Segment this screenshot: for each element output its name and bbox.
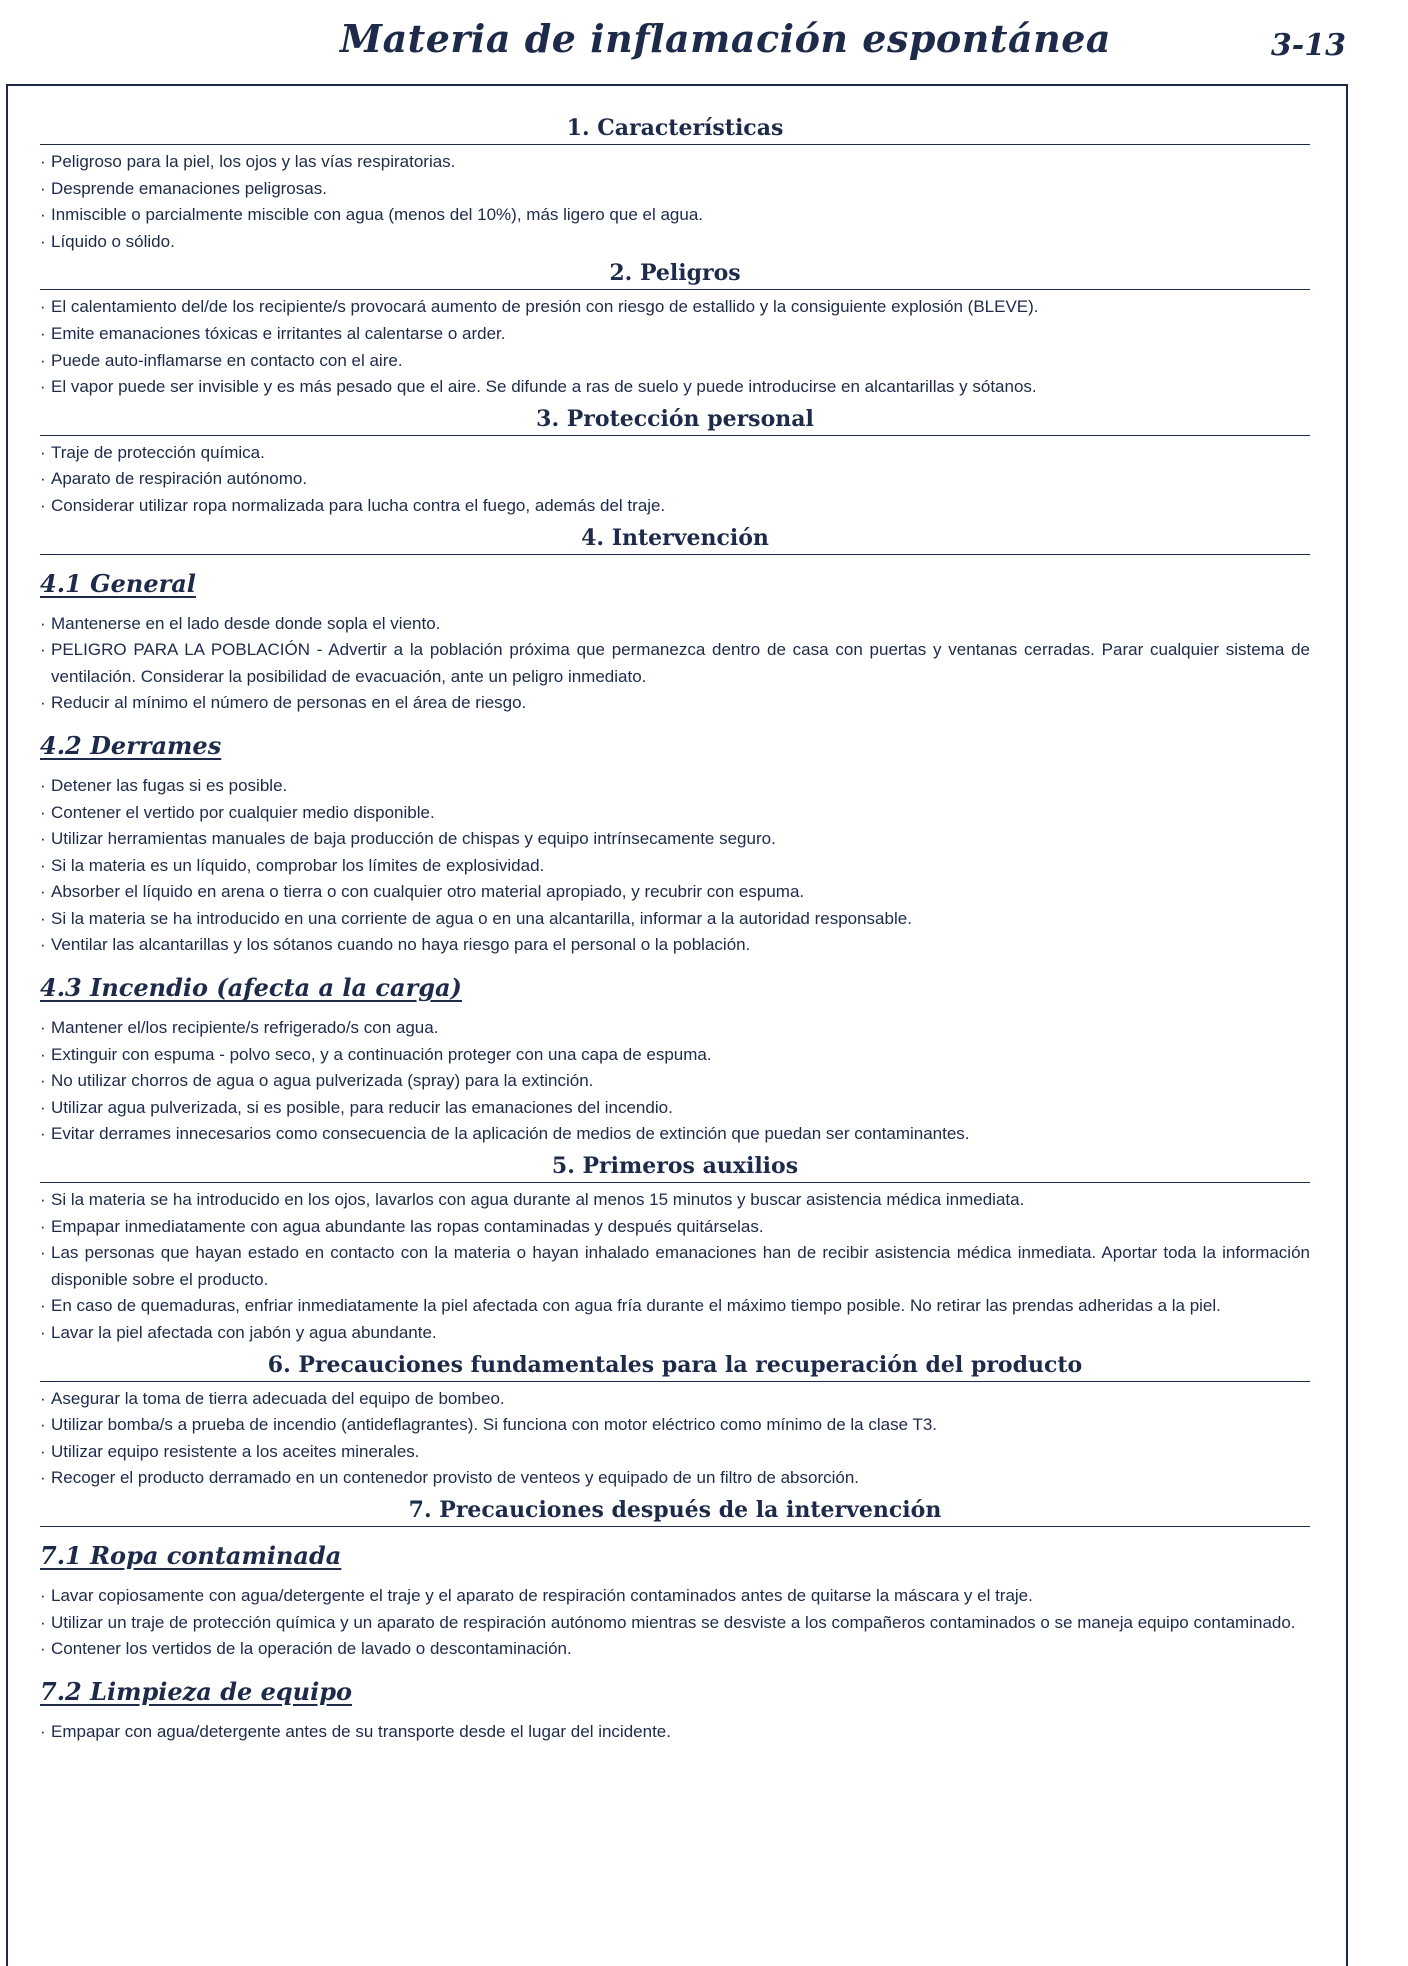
list-item: · Utilizar un traje de protección química y un aparato de respiración autónomo mientras se desviste a los compañeros contaminados o se maneja equipo contaminado. [40, 1610, 1310, 1637]
list-item: · PELIGRO PARA LA POBLACIÓN - Advertir a la población próxima que permanezca dentro de casa con puertas y ventanas cerradas. Parar cualquier sistema de ventilación. Considerar la posibilidad de evacuación, ante un peligro inmediato. [40, 637, 1310, 690]
list-item: · Utilizar agua pulverizada, si es posible, para reducir las emanaciones del incendio. [40, 1095, 1310, 1122]
list-item: · Extinguir con espuma - polvo seco, y a continuación proteger con una capa de espuma. [40, 1042, 1310, 1069]
bullet-list [40, 1015, 1310, 1148]
section-7 [40, 1494, 1310, 1745]
bullet-list [40, 1719, 1310, 1746]
list-item: · Evitar derrames innecesarios como consecuencia de la aplicación de medios de extinción que puedan ser contaminantes. [40, 1121, 1310, 1148]
bullet-list [40, 294, 1310, 400]
list-item: · Lavar copiosamente con agua/detergente el traje y el aparato de respiración contaminados antes de quitarse la máscara y el traje. [40, 1583, 1310, 1610]
page-header [0, 0, 1408, 76]
list-item: · Si la materia se ha introducido en los ojos, lavarlos con agua durante al menos 15 minutos y buscar asistencia médica inmediata. [40, 1187, 1310, 1214]
list-item: · Utilizar herramientas manuales de baja producción de chispas y equipo intrínsecamente seguro. [40, 826, 1310, 853]
list-item: · Lavar la piel afectada con jabón y agua abundante. [40, 1320, 1310, 1347]
subsection-title: 4.3 Incendio (afecta a la carga) [40, 973, 462, 1003]
section-3 [40, 403, 1310, 520]
list-item: · Si la materia se ha introducido en una corriente de agua o en una alcantarilla, informar a la autoridad responsable. [40, 906, 1310, 933]
section-title: 3. Protección personal [40, 403, 1310, 436]
page-number: 3-13 [1270, 28, 1346, 63]
bullet-list [40, 1386, 1310, 1492]
list-item: · Peligroso para la piel, los ojos y las vías respiratorias. [40, 149, 1310, 176]
list-item: · El calentamiento del/de los recipiente/s provocará aumento de presión con riesgo de estallido y la consiguiente explosión (BLEVE). [40, 294, 1310, 321]
section-4 [40, 522, 1310, 1149]
list-item: · Líquido o sólido. [40, 229, 1310, 256]
section-title: 2. Peligros [40, 257, 1310, 290]
bullet-list [40, 773, 1310, 959]
list-item: · Empapar inmediatamente con agua abundante las ropas contaminadas y después quitárselas. [40, 1214, 1310, 1241]
list-item: · Mantenerse en el lado desde donde sopla el viento. [40, 611, 1310, 638]
section-6 [40, 1349, 1310, 1492]
bullet-list [40, 1583, 1310, 1663]
section-title: 4. Intervención [40, 522, 1310, 555]
list-item: · Mantener el/los recipiente/s refrigerado/s con agua. [40, 1015, 1310, 1042]
list-item: · Emite emanaciones tóxicas e irritantes al calentarse o arder. [40, 321, 1310, 348]
list-item: · Inmiscible o parcialmente miscible con agua (menos del 10%), más ligero que el agua. [40, 202, 1310, 229]
list-item: · Absorber el líquido en arena o tierra o con cualquier otro material apropiado, y recubrir con espuma. [40, 879, 1310, 906]
subsection-title: 7.2 Limpieza de equipo [40, 1676, 353, 1706]
subsection-title: 7.1 Ropa contaminada [40, 1540, 342, 1570]
list-item: · Aparato de respiración autónomo. [40, 466, 1310, 493]
document-body [40, 112, 1310, 1747]
subsection-title: 4.2 Derrames [40, 730, 222, 760]
section-title: 1. Características [40, 112, 1310, 145]
section-title: 6. Precauciones fundamentales para la recuperación del producto [40, 1349, 1310, 1382]
bullet-list [40, 1187, 1310, 1347]
list-item: · El vapor puede ser invisible y es más pesado que el aire. Se difunde a ras de suelo y puede introducirse en alcantarillas y sótanos. [40, 374, 1310, 401]
page-title: Materia de inflamación espontánea [340, 16, 1111, 61]
bullet-list [40, 440, 1310, 520]
section-2 [40, 257, 1310, 400]
section-title: 5. Primeros auxilios [40, 1150, 1310, 1183]
list-item: · No utilizar chorros de agua o agua pulverizada (spray) para la extinción. [40, 1068, 1310, 1095]
list-item: · Utilizar equipo resistente a los aceites minerales. [40, 1439, 1310, 1466]
bullet-list [40, 611, 1310, 717]
list-item: · Si la materia es un líquido, comprobar los límites de explosividad. [40, 853, 1310, 880]
list-item: · Las personas que hayan estado en contacto con la materia o hayan inhalado emanaciones han de recibir asistencia médica inmediata. Aportar toda la información disponible sobre el producto. [40, 1240, 1310, 1293]
section-title: 7. Precauciones después de la intervención [40, 1494, 1310, 1527]
list-item: · Considerar utilizar ropa normalizada para lucha contra el fuego, además del traje. [40, 493, 1310, 520]
list-item: · Desprende emanaciones peligrosas. [40, 176, 1310, 203]
bullet-list [40, 149, 1310, 255]
list-item: · Asegurar la toma de tierra adecuada del equipo de bombeo. [40, 1386, 1310, 1413]
list-item: · Contener los vertidos de la operación de lavado o descontaminación. [40, 1636, 1310, 1663]
list-item: · Reducir al mínimo el número de personas en el área de riesgo. [40, 690, 1310, 717]
section-5 [40, 1150, 1310, 1347]
list-item: · Puede auto-inflamarse en contacto con el aire. [40, 348, 1310, 375]
list-item: · Detener las fugas si es posible. [40, 773, 1310, 800]
section-1 [40, 112, 1310, 255]
list-item: · En caso de quemaduras, enfriar inmediatamente la piel afectada con agua fría durante el máximo tiempo posible. No retirar las prendas adheridas a la piel. [40, 1293, 1310, 1320]
list-item: · Empapar con agua/detergente antes de su transporte desde el lugar del incidente. [40, 1719, 1310, 1746]
subsection-title: 4.1 General [40, 568, 196, 598]
list-item: · Ventilar las alcantarillas y los sótanos cuando no haya riesgo para el personal o la población. [40, 932, 1310, 959]
list-item: · Utilizar bomba/s a prueba de incendio (antideflagrantes). Si funciona con motor eléctrico como mínimo de la clase T3. [40, 1412, 1310, 1439]
list-item: · Recoger el producto derramado en un contenedor provisto de venteos y equipado de un filtro de absorción. [40, 1465, 1310, 1492]
list-item: · Contener el vertido por cualquier medio disponible. [40, 800, 1310, 827]
list-item: · Traje de protección química. [40, 440, 1310, 467]
